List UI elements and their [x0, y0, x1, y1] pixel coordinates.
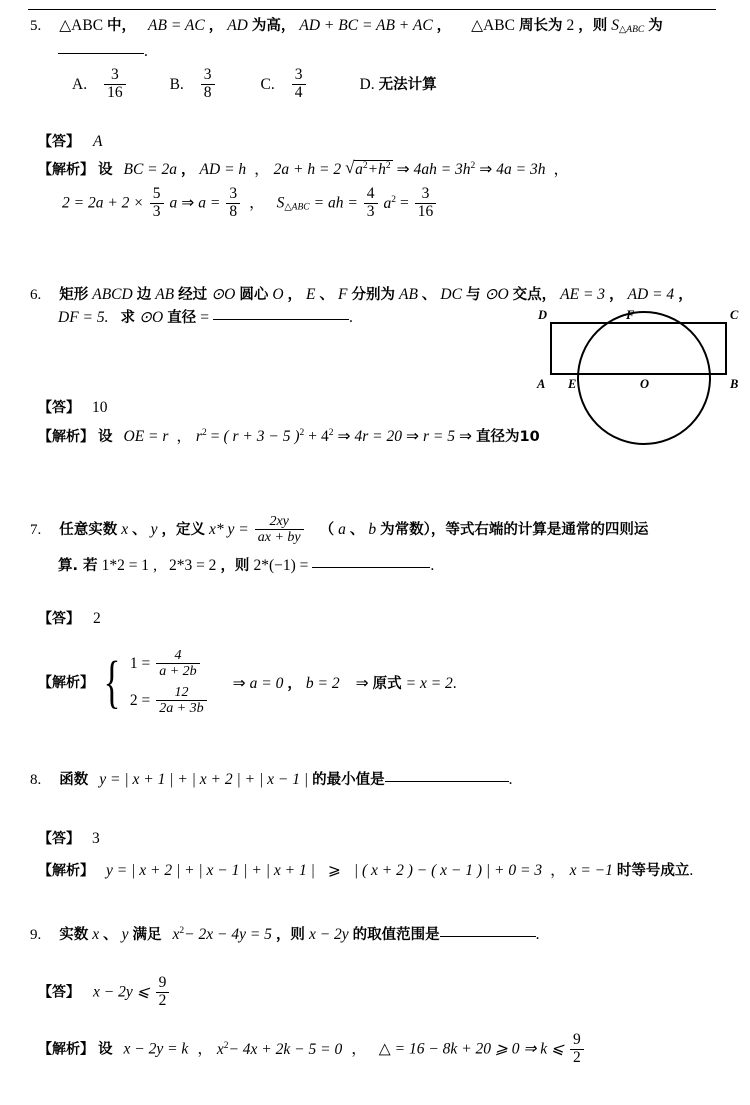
problem-5-solution-line-1 [38, 157, 569, 179]
p9-x: x [92, 926, 100, 943]
p7-eq2-den: 2a + 3b [159, 701, 204, 717]
p6-o: O [272, 286, 284, 303]
p6-sol-paren: ( r + 3 − 5 )$^2$ [223, 427, 305, 445]
p6-sol-imp-3: ⇒ [459, 428, 472, 445]
solution-tag-8: 【解析】 [38, 863, 94, 879]
p5-sol-comma-2: ， [254, 161, 270, 178]
option-b-fraction [201, 67, 215, 101]
problem-6-statement-line-1 [30, 283, 693, 304]
p5-sum-eq: AD + BC = AB + AC [299, 17, 433, 34]
problem-9-answer-fraction [156, 975, 170, 1009]
p5-sol2-a: a [169, 194, 178, 212]
option-c-numerator: 3 [292, 67, 306, 85]
p7-comma-1: , [153, 557, 157, 574]
diagram-label-c: C [730, 308, 739, 322]
p8-sol-period: . [689, 862, 694, 879]
p6-text-7: 交点， [512, 287, 557, 303]
p9-ans-num: 9 [156, 975, 170, 993]
answer-tag-5: 【答】 [38, 134, 80, 150]
p5-sol2-frac-38 [226, 186, 240, 220]
p8-period: . [508, 771, 513, 788]
p7-sol-b-value: b = 2 [305, 674, 340, 692]
p9-sol-k-definition: x − 2y = k [123, 1040, 189, 1058]
p5-s-symbol: S [611, 17, 619, 34]
problem-6-diagram [525, 305, 750, 465]
p7-def-numerator: 2xy [255, 514, 304, 530]
option-c-key: C. [260, 75, 275, 93]
p7-sol-comma: ， [287, 675, 302, 692]
p8-sol-comma: ， [550, 862, 566, 879]
p5-sol-eq-lhs: 2a + h = 2 [273, 161, 342, 178]
problem-8-answer-value: 3 [92, 830, 100, 847]
p7-sol-imp-1: ⇒ [232, 674, 246, 692]
p7-eq1-num: 4 [156, 648, 199, 664]
p7-eq1-lhs: 1 = [129, 655, 151, 673]
option-a-fraction [104, 67, 126, 101]
p6-circle-o-2: ⊙O [484, 286, 509, 303]
problem-7-answer-value: 2 [93, 610, 101, 627]
p7-y: y [150, 521, 158, 539]
p7-system-of-equations [98, 645, 209, 719]
option-c-denominator: 4 [294, 83, 303, 101]
p7-text-3: 为常数），等式右端的计算是通常的四则运 [380, 522, 649, 539]
p9-sol-delta-symbol: △ [378, 1040, 391, 1058]
p5-text-4: ，则 [578, 18, 608, 34]
p6-sol-conclusion: 直径为10 [476, 429, 540, 445]
p5-text-5: 为 [648, 18, 663, 34]
p7-definition-fraction [255, 514, 304, 545]
p9-sol-set: 设 [98, 1041, 113, 1058]
p5-sol2-a-eq: a = [198, 194, 221, 212]
solution-tag-6: 【解析】 [38, 429, 94, 445]
p8-answer-blank[interactable] [385, 781, 509, 782]
problem-8-answer-row [38, 828, 100, 848]
p6-dc: DC [440, 286, 462, 303]
option-a[interactable] [72, 66, 132, 101]
p9-text-1: 实数 [59, 927, 89, 943]
p6-text-4: 圆心 [239, 287, 269, 303]
p9-y: y [121, 926, 129, 943]
p5-text-1: 中， [107, 18, 137, 34]
p7-sol-final: = x = 2 [405, 674, 453, 692]
problem-6-number: 6. [30, 287, 42, 303]
p7-a: a [338, 521, 346, 539]
p7-eq1-fraction [156, 648, 199, 679]
p8-sol-rhs: | ( x + 2 ) − ( x − 1 ) | + 0 = 3 [353, 862, 543, 879]
p9-dot: 、 [103, 927, 118, 943]
p7-query-expression: 2*(−1) = [253, 557, 309, 574]
p5-sol-bc: BC = 2a [123, 161, 178, 178]
p7-sol-imp-2: ⇒ [355, 674, 369, 692]
p5-sol2-s: S [276, 194, 285, 212]
solution-tag-5: 【解析】 [38, 162, 94, 178]
p5-sol2-imp: ⇒ [181, 194, 195, 212]
p7-example-1: 1*2 = 1 [101, 557, 150, 574]
p5-sol2-frac-316 [415, 186, 437, 220]
p7-sol-period: . [452, 674, 457, 692]
problem-5-statement-line-2 [58, 43, 148, 61]
p5-sol-radical [345, 160, 392, 179]
p9-sol-bound-fraction [570, 1032, 584, 1066]
p8-text-2: 的最小值是 [312, 772, 385, 788]
p5-sol2-comma: ， [249, 194, 265, 212]
p6-sol-plus: + [308, 428, 317, 445]
p7-paren-open: （ [319, 522, 335, 539]
problem-7-statement-line-1 [30, 514, 648, 545]
p5-period: . [144, 43, 148, 60]
diagram-label-e: E [568, 377, 577, 391]
p7-eq2-fraction [156, 685, 206, 716]
p6-period: . [348, 309, 353, 326]
diagram-label-f: F [626, 308, 635, 322]
p6-text-3: 经过 [178, 287, 208, 303]
p5-perimeter-value: 2 [566, 17, 575, 34]
p7-sol-original-expr: 原式 [372, 675, 402, 692]
p9-sol-bound-den: 2 [573, 1048, 581, 1066]
p6-sol-r1: 4r = 20 [354, 428, 402, 445]
p5-sol-comma-1: ， [181, 162, 196, 178]
triangle-abc-1: △ABC [59, 17, 104, 34]
p9-text-2: 满足 [132, 927, 162, 943]
problem-9-number: 9. [30, 927, 42, 943]
p6-text-8: 求 [120, 310, 135, 326]
p5-sol2-frac316-den: 16 [417, 202, 434, 220]
answer-tag-7: 【答】 [38, 611, 80, 627]
p6-e: E [306, 286, 316, 303]
p6-ab: AB [155, 286, 175, 303]
problem-7-solution-row [38, 645, 457, 719]
p7-equation-1 [130, 645, 209, 682]
problem-9-answer-row [38, 975, 171, 1009]
problem-6-statement-line-2 [58, 306, 353, 327]
p6-sol-imp-1: ⇒ [337, 428, 351, 445]
problem-7-answer-row [38, 608, 101, 628]
p6-sol-r-squared: $r^2$ [195, 427, 207, 445]
problem-5-number: 5. [30, 18, 42, 34]
answer-tag-9: 【答】 [38, 984, 80, 1001]
p6-f: F [338, 286, 348, 303]
p6-ad-value: AD = 4 [627, 286, 675, 303]
page-top-rule [28, 9, 716, 10]
p7-solution-conclusion [233, 675, 457, 692]
p6-text-5: 分别为 [351, 287, 395, 303]
p6-text-2: 边 [136, 287, 152, 303]
option-c-fraction [292, 67, 306, 101]
problem-6-solution-row [38, 424, 540, 446]
p6-sol-set: 设 [98, 429, 113, 445]
problem-9-solution-row [38, 1032, 586, 1066]
p6-comma-2: ， [609, 287, 624, 303]
p5-sol-comma-3: ， [553, 161, 570, 178]
diagram-label-o: O [640, 377, 650, 391]
p5-sol-ad: AD = h [199, 161, 247, 178]
p5-answer-blank[interactable] [58, 53, 144, 54]
problem-8-solution-row [38, 858, 693, 880]
p9-text-4: 的取值范围是 [352, 927, 440, 943]
p7-sol-a-value: a = 0 [249, 674, 284, 692]
option-c[interactable] [260, 66, 312, 101]
p8-sol-lhs: y = | x + 2 | + | x − 1 | + | x + 1 | [106, 862, 315, 879]
p9-text-3: ，则 [275, 927, 305, 943]
p5-text-3: 周长为 [518, 18, 563, 34]
option-b-key: B. [169, 75, 184, 93]
option-d-label: 无法计算 [378, 76, 437, 93]
p6-comma-3: ， [678, 287, 693, 303]
p7-eq2-lhs: 2 = [129, 692, 151, 710]
p8-sol-ge-sign: ⩾ [327, 862, 341, 879]
p9-period: . [535, 926, 540, 943]
p7-def-denominator: ax + by [257, 530, 301, 546]
p6-sol-comma-1: ， [176, 428, 192, 445]
answer-tag-8: 【答】 [38, 831, 80, 847]
p5-sol-set: 设 [98, 162, 113, 178]
p6-ab-2: AB [398, 286, 418, 303]
solution-tag-9: 【解析】 [38, 1041, 94, 1058]
p7-eq2-num: 12 [156, 685, 206, 701]
p9-sol-comma-1: ， [197, 1040, 213, 1058]
problem-6-answer-value: 10 [92, 399, 108, 416]
p6-text-6: 与 [465, 287, 481, 303]
option-d[interactable] [360, 76, 437, 93]
p5-sol2-final-eq: = [400, 194, 409, 212]
p5-sol2-a-squared: $a^2$ [383, 194, 397, 212]
p5-sol2-s-sub: △ABC [284, 202, 310, 213]
p9-sol-discriminant: = 16 − 8k + 20 ⩾ 0 ⇒ k ⩽ [394, 1040, 564, 1058]
problem-5-statement-line-1 [30, 14, 663, 35]
diagram-label-b: B [730, 377, 739, 391]
p5-text-2: 为高， [251, 18, 296, 34]
p6-circle-o-3: ⊙O [139, 309, 164, 326]
p5-sol2-frac38-den: 8 [229, 202, 238, 220]
p6-sol-imp-2: ⇒ [406, 428, 419, 445]
p6-text-9: 直径 [167, 310, 197, 326]
p6-sol-oe: OE = r [123, 428, 169, 445]
p5-sol2-lhs: 2 = 2a + 2 × [62, 194, 144, 212]
p9-answer-blank[interactable] [440, 936, 536, 937]
p5-sol2-frac53-den: 3 [152, 202, 161, 220]
p5-ab-eq-ac: AB = AC [148, 17, 205, 34]
p7-equation-2 [130, 682, 209, 719]
problem-5-answer-row [38, 131, 102, 151]
diagram-label-d: D [538, 308, 548, 322]
p5-sol2-frac53-num: 5 [150, 186, 164, 204]
problem-6-answer-row [38, 397, 108, 417]
p5-sol-imp-1: ⇒ [396, 161, 410, 178]
p6-circle-o-1: ⊙O [211, 286, 236, 303]
p7-text-2: ，定义 [161, 522, 206, 539]
triangle-abc-2: △ABC [471, 17, 515, 34]
p5-sol-result-1: $4ah = 3h^2$ [413, 160, 476, 178]
p9-ans-den: 2 [158, 991, 167, 1009]
p6-dot-1: 、 [319, 287, 335, 303]
p6-ae-value: AE = 3 [560, 286, 606, 303]
problem-9-statement [30, 923, 540, 944]
p5-sol2-s-eq: = ah = [313, 194, 358, 212]
p6-abcd: ABCD [92, 286, 133, 303]
problem-7-number: 7. [30, 522, 42, 539]
left-brace-icon: { [103, 649, 121, 715]
p9-sol-bound-num: 9 [570, 1032, 584, 1050]
answer-tag-6: 【答】 [38, 400, 80, 416]
p7-answer-blank[interactable] [312, 567, 430, 568]
p5-comma-2: ， [436, 18, 452, 34]
p7-text-4: 算. 若 [58, 558, 98, 574]
p5-sol-radicand: $a^2+h^2$ [355, 160, 391, 178]
solution-tag-7: 【解析】 [38, 675, 94, 692]
p7-dot-1: 、 [132, 522, 147, 539]
p8-sol-condition: x = −1 [569, 862, 613, 879]
p6-df-value: DF = 5. [58, 309, 109, 326]
p6-sol-eq: = [210, 428, 220, 445]
problem-7-statement-line-2 [58, 554, 434, 575]
p7-x: x [121, 521, 129, 539]
option-b-numerator: 3 [201, 67, 215, 85]
p5-sol2-frac-53 [150, 186, 164, 220]
p5-sol2-frac43-den: 3 [366, 202, 375, 220]
p7-example-2: 2*3 = 2 [168, 557, 217, 574]
p7-text-5: ，则 [220, 558, 250, 574]
p7-text-1: 任意实数 [59, 522, 118, 539]
option-a-numerator: 3 [104, 67, 126, 85]
p7-dot-2: 、 [349, 522, 365, 539]
p6-dot-2: 、 [421, 287, 437, 303]
p8-sol-condition-text: 时等号成立 [616, 863, 690, 879]
problem-5-solution-line-2 [62, 186, 438, 220]
p9-constraint-equation: $x^2- 2x - 4y = 5$ [172, 925, 272, 943]
option-b[interactable] [169, 66, 221, 101]
p6-comma-1: ， [287, 287, 303, 303]
p6-answer-blank[interactable] [213, 319, 349, 320]
problem-8-number: 8. [30, 772, 42, 788]
diagram-label-a: A [537, 377, 546, 391]
problem-5-answer-value: A [93, 133, 103, 150]
p5-sol-result-2: 4a = 3h [496, 161, 546, 178]
p5-sol2-frac38-num: 3 [226, 186, 240, 204]
option-b-denominator: 8 [203, 83, 212, 101]
p7-eq1-den: a + 2b [159, 664, 197, 680]
p6-sol-four-squared: $4^2$ [321, 427, 334, 445]
p5-sol2-frac316-num: 3 [415, 186, 437, 204]
p8-function-expression: y = | x + 1 | + | x + 2 | + | x − 1 | [99, 771, 309, 788]
p9-target-expression: x − 2y [308, 926, 349, 943]
p5-sol2-frac-43 [364, 186, 378, 220]
p9-sol-quadratic: $x^2- 4x + 2k - 5 = 0$ [216, 1040, 343, 1058]
p7-period: . [430, 557, 435, 574]
p7-b: b [368, 521, 377, 539]
option-d-key: D. [359, 75, 375, 93]
p7-definition-lhs: x* y = [209, 521, 249, 539]
problem-8-statement [30, 768, 512, 789]
p5-s-subscript: △ABC [618, 25, 645, 35]
diagram-rectangle-abcd [550, 322, 727, 375]
option-a-key: A. [72, 75, 88, 93]
p5-ad: AD [227, 17, 248, 34]
p6-eq-sign: = [200, 309, 209, 326]
p8-text-1: 函数 [59, 772, 89, 788]
p5-sol-imp-2: ⇒ [479, 161, 493, 178]
problem-9-answer-lhs: x − 2y ⩽ [93, 983, 150, 1001]
p6-sol-r2: r = 5 [423, 428, 455, 445]
p7-equations-list [130, 645, 209, 719]
p6-text-1: 矩形 [59, 287, 89, 303]
option-a-denominator: 16 [107, 83, 123, 101]
p5-comma-1: ， [208, 18, 224, 34]
p9-sol-comma-2: ， [351, 1040, 367, 1058]
problem-5-options [72, 67, 437, 101]
p5-sol2-frac43-num: 4 [364, 186, 378, 204]
